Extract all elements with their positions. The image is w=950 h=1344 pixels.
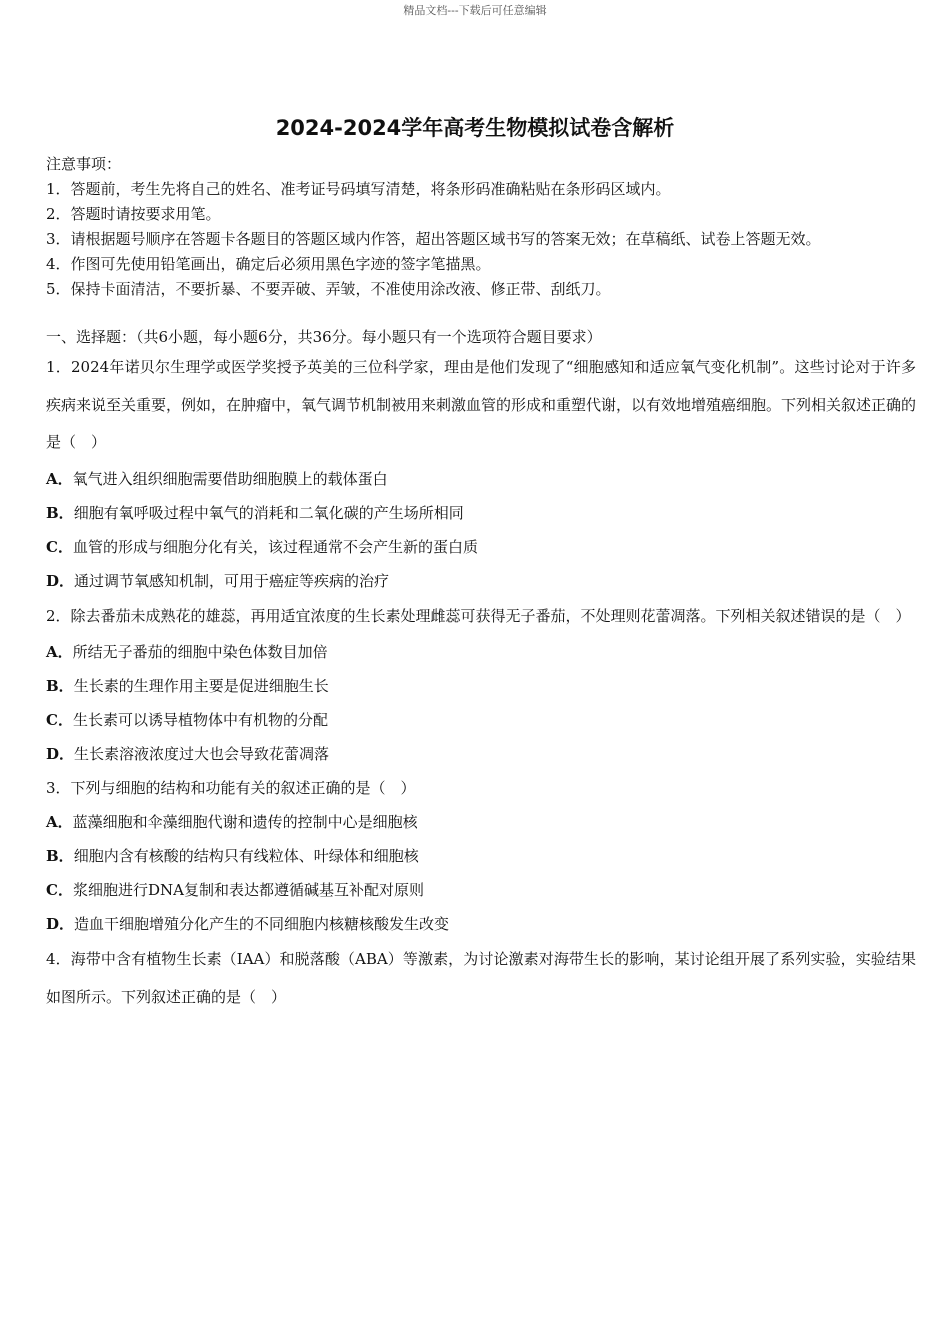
question-3 [46, 771, 916, 805]
question-2-option-d [46, 737, 916, 771]
question-1 [46, 349, 916, 462]
option-letter: A． [46, 813, 73, 831]
option-text: 浆细胞进行DNA复制和表达都遵循碱基互补配对原则 [72, 881, 424, 899]
notice-item-1: 1．答题前，考生先将自己的姓名、准考证号码填写清楚，将条形码准确粘贴在条形码区域内。 [46, 180, 671, 198]
question-1-option-c [46, 530, 916, 564]
question-2-option-b [46, 669, 916, 703]
option-text: 氧气进入组织细胞需要借助细胞膜上的载体蛋白 [72, 469, 388, 488]
question-1-option-b [46, 496, 916, 530]
option-text: 生长素可以诱导植物体中有机物的分配 [72, 711, 328, 729]
option-letter: A． [46, 643, 73, 661]
option-text: 蓝藻细胞和伞藻细胞代谢和遗传的控制中心是细胞核 [72, 813, 418, 831]
notice-item-3: 3．请根据题号顺序在答题卡各题目的答题区域内作答，超出答题区域书写的答案无效；在草稿纸、试卷上答题无效。 [46, 230, 821, 248]
question-3-option-c [46, 873, 916, 907]
option-text: 血管的形成与细胞分化有关，该过程通常不会产生新的蛋白质 [72, 537, 478, 556]
page-header-note: 精品文档---下载后可任意编辑 [403, 4, 547, 17]
option-letter: C． [46, 881, 73, 899]
notice-item-5: 5．保持卡面清洁，不要折暴、不要弄破、弄皱，不准使用涂改液、修正带、刮纸刀。 [46, 280, 611, 298]
question-stem: 下列与细胞的结构和功能有关的叙述正确的是（ ） [70, 779, 416, 797]
question-number: 1． [46, 358, 71, 376]
question-2 [46, 598, 916, 636]
question-3-option-a [46, 805, 916, 839]
option-letter: D． [46, 915, 75, 933]
option-text: 生长素的生理作用主要是促进细胞生长 [73, 677, 329, 695]
question-3-option-d [46, 907, 916, 941]
question-2-option-a [46, 635, 916, 669]
question-3-option-b [46, 839, 916, 873]
question-1-option-a [46, 462, 916, 496]
option-letter: B． [46, 503, 74, 522]
question-stem: 2024年诺贝尔生理学或医学奖授予英美的三位科学家，理由是他们发现了“细胞感知和适应氧气变化机制”。这些讨论对于许多疾病来说至关重要，例如，在肿瘤中，氧气调节机制被用来刺激血管的形成和重塑代谢，以有效地增殖癌细胞。下列相关叙述正确的是（ ） [46, 358, 917, 451]
option-letter: B． [46, 847, 74, 865]
question-stem: 海带中含有植物生长素（IAA）和脱落酸（ABA）等激素，为讨论激素对海带生长的影响，某讨论组开展了系列实验，实验结果如图所示。下列叙述正确的是（ ） [46, 950, 916, 1006]
option-letter: D． [46, 745, 75, 763]
option-letter: C． [46, 537, 73, 556]
option-text: 细胞内含有核酸的结构只有线粒体、叶绿体和细胞核 [73, 847, 419, 865]
notice-block [46, 152, 916, 302]
notice-heading: 注意事项： [46, 155, 122, 173]
notice-item-4: 4．作图可先使用铅笔画出，确定后必须用黑色字迹的签字笔描黑。 [46, 255, 491, 273]
option-text: 生长素溶液浓度过大也会导致花蕾凋落 [74, 745, 330, 763]
option-text: 造血干细胞增殖分化产生的不同细胞内核糖核酸发生改变 [74, 915, 450, 933]
question-1-option-d [46, 564, 916, 598]
question-2-option-c [46, 703, 916, 737]
question-number: 4． [46, 950, 71, 968]
section-heading: 一、选择题：（共6小题，每小题6分，共36分。每小题只有一个选项符合题目要求） [46, 328, 602, 346]
option-letter: D． [46, 571, 75, 590]
notice-item-2: 2．答题时请按要求用笔。 [46, 205, 221, 223]
option-text: 所结无子番茄的细胞中染色体数目加倍 [72, 643, 328, 661]
question-stem: 除去番茄未成熟花的雄蕊，再用适宜浓度的生长素处理雌蕊可获得无子番茄，不处理则花蕾凋落。下列相关叙述错误的是（ ） [70, 606, 911, 625]
option-text: 通过调节氧感知机制，可用于癌症等疾病的治疗 [74, 571, 390, 590]
option-letter: A． [46, 469, 73, 488]
document-title: 2024-2024学年高考生物模拟试卷含解析 [275, 116, 675, 140]
question-number: 2． [46, 606, 71, 625]
choice-section [46, 325, 916, 1016]
option-text: 细胞有氧呼吸过程中氧气的消耗和二氧化碳的产生场所相同 [73, 503, 464, 522]
option-letter: B． [46, 677, 74, 695]
option-letter: C． [46, 711, 73, 729]
question-number: 3． [46, 779, 71, 797]
question-4 [46, 941, 916, 1016]
